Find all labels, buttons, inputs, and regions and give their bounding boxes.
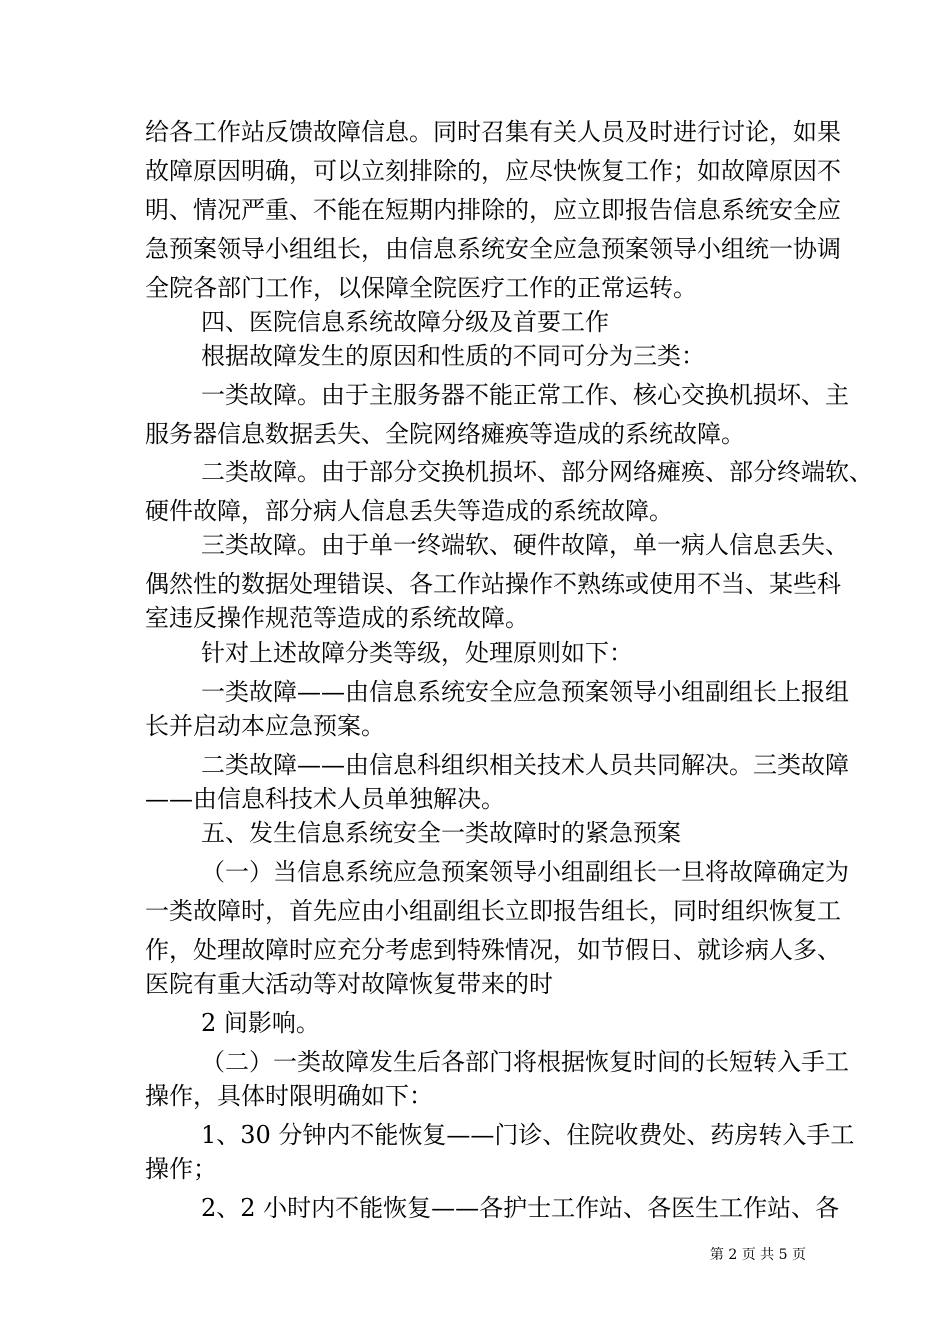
body-text-line: 明、情况严重、不能在短期内排除的，应立即报告信息系统安全应 — [145, 196, 841, 224]
body-text-line: 三类故障。由于单一终端软、硬件故障，单一病人信息丢失、 — [201, 531, 849, 559]
body-text-line: 硬件故障，部分病人信息丢失等造成的系统故障。 — [145, 497, 673, 525]
body-text-line: 1、30 分钟内不能恢复——门诊、住院收费处、药房转入手工 — [201, 1121, 855, 1149]
page-number-footer: 第 2 页 共 5 页 — [709, 1247, 806, 1263]
body-text-line: （二）一类故障发生后各部门将根据恢复时间的长短转入手工 — [201, 1048, 849, 1076]
body-text-line: 根据故障发生的原因和性质的不同可分为三类： — [201, 342, 705, 370]
body-text-line: 二类故障——由信息科组织相关技术人员共同解决。三类故障 — [201, 751, 849, 779]
body-text-line: 针对上述故障分类等级，处理原则如下： — [201, 639, 633, 667]
body-text-line: 全院各部门工作，以保障全院医疗工作的正常运转。 — [145, 274, 697, 302]
body-text-line: 一类故障——由信息系统安全应急预案领导小组副组长上报组 — [201, 678, 849, 706]
body-text-line: 服务器信息数据丢失、全院网络瘫痪等造成的系统故障。 — [145, 420, 745, 448]
body-text-line: 偶然性的数据处理错误、各工作站操作不熟练或使用不当、某些科 — [145, 570, 841, 598]
body-text-line: 给各工作站反馈故障信息。同时召集有关人员及时进行讨论，如果 — [145, 118, 841, 146]
body-text-line: 室违反操作规范等造成的系统故障。 — [145, 604, 529, 632]
section-heading: 四、医院信息系统故障分级及首要工作 — [201, 308, 609, 336]
body-text-line: 操作，具体时限明确如下： — [145, 1082, 433, 1110]
body-text-line: 一类故障时，首先应由小组副组长立即报告组长，同时组织恢复工 — [145, 897, 841, 925]
body-text-line: 作，处理故障时应充分考虑到特殊情况，如节假日、就诊病人多、 — [145, 936, 841, 964]
body-text-line: 长并启动本应急预案。 — [145, 712, 385, 740]
body-text-line: 一类故障。由于主服务器不能正常工作、核心交换机损坏、主 — [201, 381, 849, 409]
body-text-line: ——由信息科技术人员单独解决。 — [145, 785, 505, 813]
body-text-line: 急预案领导小组组长，由信息系统安全应急预案领导小组统一协调 — [145, 235, 841, 263]
body-text-line: 操作； — [145, 1155, 217, 1183]
section-heading: 五、发生信息系统安全一类故障时的紧急预案 — [201, 819, 681, 847]
body-text-line: 故障原因明确，可以立刻排除的，应尽快恢复工作；如故障原因不 — [145, 157, 841, 185]
body-text-line: 2 间影响。 — [201, 1009, 320, 1037]
body-text-line: 2、2 小时内不能恢复——各护士工作站、各医生工作站、各 — [201, 1194, 840, 1222]
body-text-line: 二类故障。由于部分交换机损坏、部分网络瘫痪、部分终端软、 — [201, 458, 873, 486]
body-text-line: （一）当信息系统应急预案领导小组副组长一旦将故障确定为 — [201, 858, 849, 886]
body-text-line: 医院有重大活动等对故障恢复带来的时 — [145, 970, 553, 998]
